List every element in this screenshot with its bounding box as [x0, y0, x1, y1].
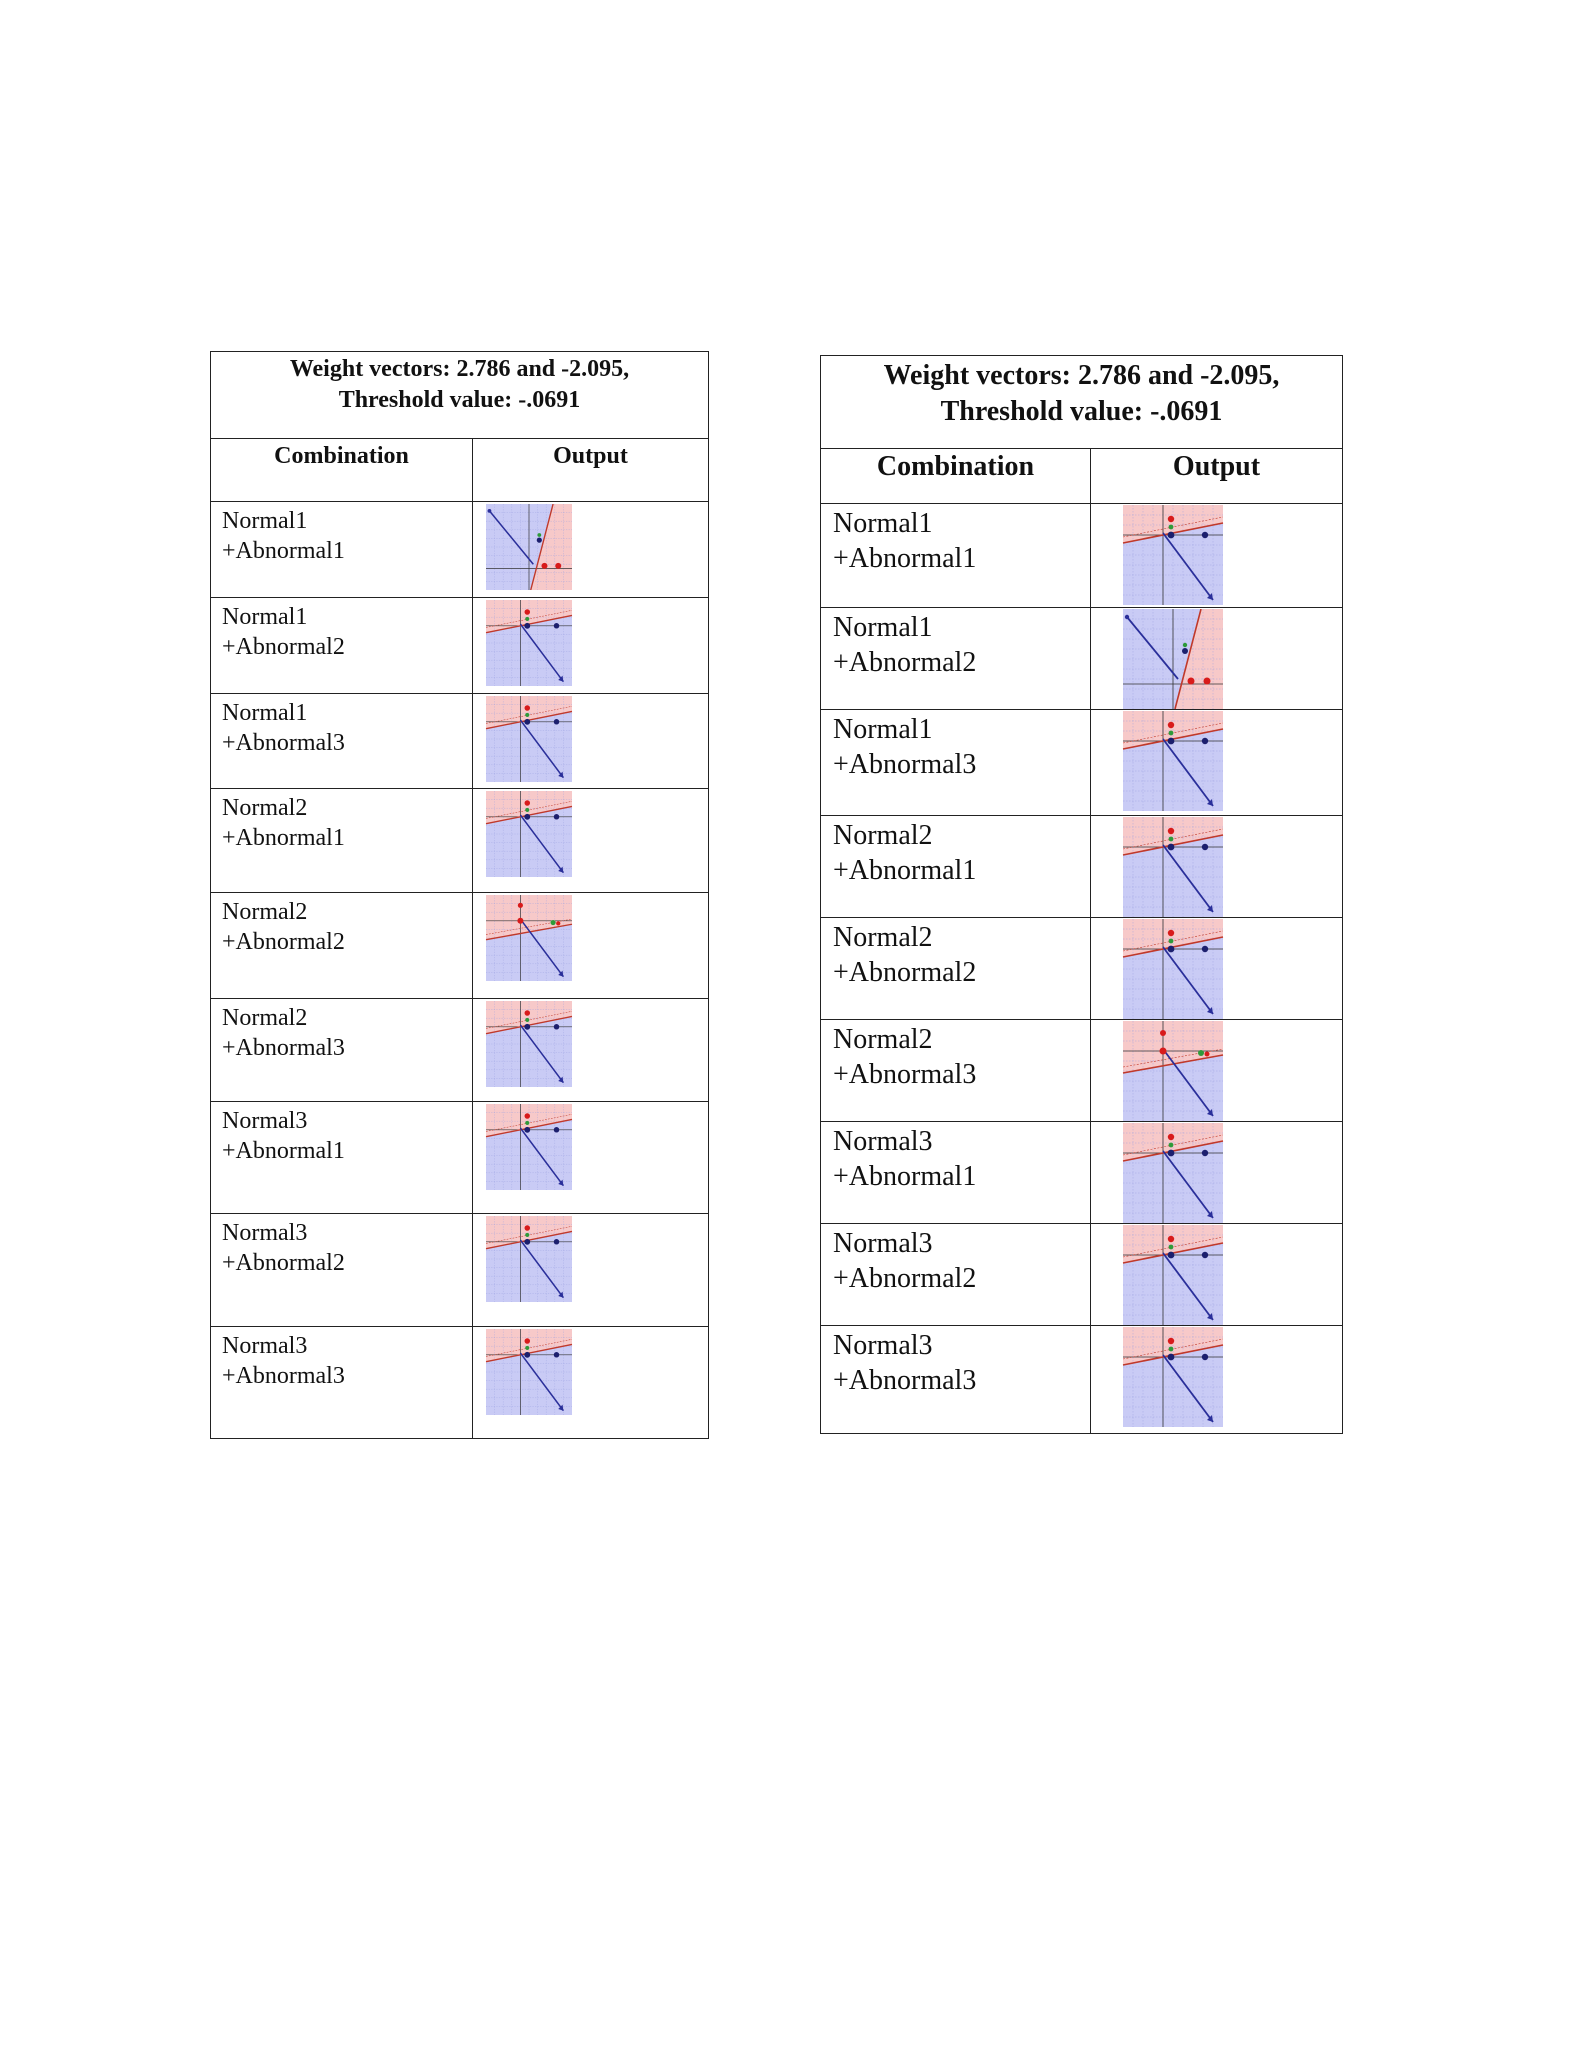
left-results-table: [210, 351, 709, 1439]
left-table-body: [211, 502, 709, 1439]
combination-cell: [211, 893, 473, 999]
decision-boundary-plot-icon: [484, 600, 574, 686]
output-cell: [473, 598, 709, 694]
output-cell: [1091, 1224, 1343, 1326]
table-row: [211, 502, 709, 598]
column-header-output: Output: [1091, 449, 1343, 504]
combination-label: Normal3 +Abnormal2: [833, 1228, 977, 1294]
decision-boundary-plot-icon: [484, 1001, 574, 1087]
table-row: [821, 608, 1343, 710]
combination-label: Normal1 +Abnormal1: [833, 508, 977, 574]
combination-label: Normal3 +Abnormal1: [833, 1126, 977, 1192]
combination-cell: [821, 1326, 1091, 1434]
output-cell: [1091, 1020, 1343, 1122]
table-header: [821, 356, 1343, 449]
threshold-label: Threshold value: -.0691: [338, 387, 581, 414]
decision-boundary-plot-icon: [1119, 711, 1227, 811]
decision-boundary-plot-icon: [1119, 1225, 1227, 1325]
output-cell: [473, 789, 709, 893]
combination-label: Normal1 +Abnormal2: [222, 604, 345, 660]
table-header: [211, 352, 709, 439]
table-row: [821, 1020, 1343, 1122]
output-cell: [473, 1214, 709, 1327]
decision-boundary-plot-icon: [484, 791, 574, 877]
combination-label: Normal1 +Abnormal2: [833, 612, 977, 678]
output-cell: [1091, 816, 1343, 918]
decision-boundary-plot-icon: [484, 1329, 574, 1415]
output-cell: [1091, 710, 1343, 816]
weight-vectors-label: Weight vectors: 2.786 and -2.095,: [883, 360, 1280, 391]
combination-cell: [211, 1327, 473, 1439]
combination-label: Normal3 +Abnormal1: [222, 1108, 345, 1164]
combination-label: Normal1 +Abnormal3: [833, 714, 977, 780]
combination-cell: [211, 502, 473, 598]
table-row: [821, 1326, 1343, 1434]
weight-vectors-label: Weight vectors: 2.786 and -2.095,: [289, 356, 630, 382]
combination-cell: [211, 694, 473, 789]
combination-cell: [821, 1224, 1091, 1326]
combination-label: Normal2 +Abnormal1: [222, 795, 345, 851]
combination-label: Normal2 +Abnormal3: [833, 1024, 977, 1090]
output-cell: [1091, 504, 1343, 608]
table-row: [821, 710, 1343, 816]
table-row: [211, 1327, 709, 1439]
combination-label: Normal2 +Abnormal2: [833, 922, 977, 988]
output-cell: [473, 893, 709, 999]
decision-boundary-plot-icon: [1119, 1123, 1227, 1223]
output-cell: [1091, 1122, 1343, 1224]
combination-cell: [211, 1102, 473, 1214]
threshold-label: Threshold value: -.0691: [940, 396, 1223, 428]
table-row: [821, 1122, 1343, 1224]
combination-label: Normal3 +Abnormal2: [222, 1220, 345, 1276]
table-row: [211, 598, 709, 694]
decision-boundary-plot-icon: [484, 1104, 574, 1190]
decision-boundary-plot-icon: [484, 895, 574, 981]
combination-cell: [821, 608, 1091, 710]
table-row: [821, 918, 1343, 1020]
combination-label: Normal2 +Abnormal3: [222, 1005, 345, 1061]
combination-label: Normal3 +Abnormal3: [222, 1333, 345, 1389]
right-results-table: [820, 355, 1343, 1434]
decision-boundary-plot-icon: [1119, 1327, 1227, 1427]
decision-boundary-plot-icon: [1119, 1021, 1227, 1121]
column-header-combination: Combination: [821, 449, 1091, 504]
combination-cell: [211, 999, 473, 1102]
decision-boundary-plot-icon: [1119, 609, 1227, 709]
output-cell: [473, 1102, 709, 1214]
decision-boundary-plot-icon: [1119, 505, 1227, 605]
output-cell: [473, 999, 709, 1102]
combination-cell: [821, 504, 1091, 608]
output-cell: [1091, 1326, 1343, 1434]
table-row: [211, 999, 709, 1102]
combination-cell: [821, 816, 1091, 918]
combination-cell: [211, 789, 473, 893]
output-cell: [473, 502, 709, 598]
combination-label: Normal1 +Abnormal1: [222, 508, 345, 564]
column-header-combination: Combination: [211, 439, 473, 502]
column-header-output: Output: [473, 439, 709, 502]
right-table-body: [821, 504, 1343, 1434]
combination-cell: [821, 1020, 1091, 1122]
combination-cell: [821, 710, 1091, 816]
combination-label: Normal3 +Abnormal3: [833, 1330, 977, 1396]
table-row: [821, 504, 1343, 608]
table-row: [211, 893, 709, 999]
table-row: [211, 1214, 709, 1327]
output-cell: [473, 694, 709, 789]
combination-cell: [211, 598, 473, 694]
table-row: [821, 1224, 1343, 1326]
combination-label: Normal1 +Abnormal3: [222, 700, 345, 756]
output-cell: [473, 1327, 709, 1439]
combination-cell: [211, 1214, 473, 1327]
table-row: [211, 1102, 709, 1214]
output-cell: [1091, 918, 1343, 1020]
combination-cell: [821, 918, 1091, 1020]
decision-boundary-plot-icon: [484, 696, 574, 782]
output-cell: [1091, 608, 1343, 710]
decision-boundary-plot-icon: [484, 1216, 574, 1302]
decision-boundary-plot-icon: [484, 504, 574, 590]
combination-label: Normal2 +Abnormal1: [833, 820, 977, 886]
combination-cell: [821, 1122, 1091, 1224]
combination-label: Normal2 +Abnormal2: [222, 899, 345, 955]
table-row: [211, 789, 709, 893]
table-row: [211, 694, 709, 789]
decision-boundary-plot-icon: [1119, 919, 1227, 1019]
table-row: [821, 816, 1343, 918]
decision-boundary-plot-icon: [1119, 817, 1227, 917]
